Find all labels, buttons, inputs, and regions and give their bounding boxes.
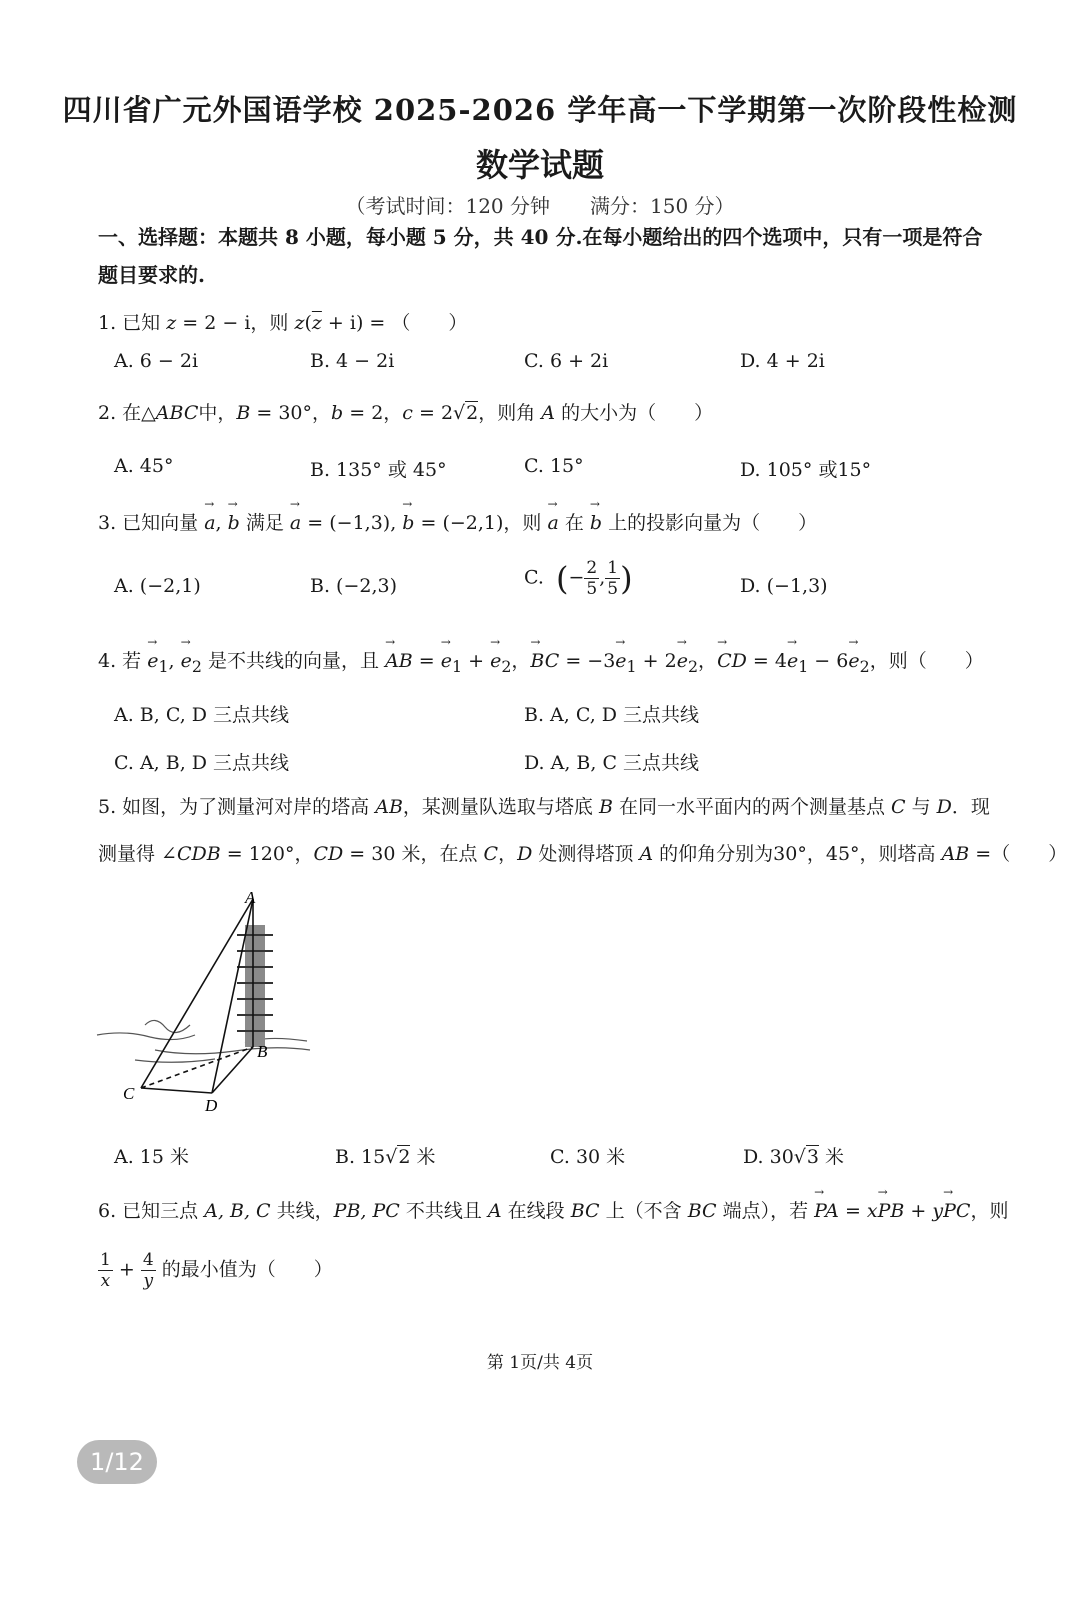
q3-option-c: C. (− $\frac{2}{5}$ , $\frac{1}{5}$ ) xyxy=(524,558,633,599)
section-heading: 一、选择题：本题共 8 小题，每小题 5 分，共 40 分.在每小题给出的四个选项中，只有一项是符合题目要求的. xyxy=(98,225,983,287)
label-b: B xyxy=(257,1042,268,1061)
question-6: 6. 已知三点 A, B, C 共线，PB, PC 不共线且 A 在线段 BC 上（不含 BC 端点），若 → PA = x→ PB + y→ PC，则 xyxy=(98,1196,1008,1223)
question-5-line1: 5. 如图，为了测量河对岸的塔高 AB，某测量队选取与塔底 B 在同一水平面内的两个测量基点 C 与 D．现 xyxy=(98,796,990,818)
question-6-line2: $\frac{1}{x}$ + $\frac{4}{y}$ 的最小值为（ ） xyxy=(100,1250,333,1291)
exam-info: （考试时间：120 分钟 满分：150 分） xyxy=(345,194,735,218)
tower-diagram xyxy=(95,885,325,1115)
exam-title: 四川省广元外国语学校 2025-2026 学年高一下学期第一次阶段性检测 xyxy=(62,93,1018,127)
q4-option-b: B. A, C, D 三点共线 xyxy=(524,704,700,726)
q4-option-d: D. A, B, C 三点共线 xyxy=(524,752,700,774)
q2-option-d: D. 105° 或15° xyxy=(740,459,872,481)
q2-option-c: C. 15° xyxy=(524,455,584,477)
label-a: A xyxy=(245,888,256,907)
q4-option-c: C. A, B, D 三点共线 xyxy=(114,752,290,774)
q1-option-b: B. 4 − 2i xyxy=(310,350,395,372)
q5-option-c: C. 30 米 xyxy=(550,1146,626,1168)
q3-option-d: D. (−1,3) xyxy=(740,575,828,597)
q3-option-b: B. (−2,3) xyxy=(310,575,398,597)
page-indicator-badge: 1/12 xyxy=(77,1440,157,1484)
q2-option-a: A. 45° xyxy=(114,455,174,477)
label-c: C xyxy=(123,1084,135,1103)
label-d: D xyxy=(205,1096,218,1115)
q5-option-d: D. 30√3 米 xyxy=(743,1146,845,1168)
q1-option-c: C. 6 + 2i xyxy=(524,350,609,372)
q1-option-d: D. 4 + 2i xyxy=(740,350,825,372)
question-5-line2: 测量得 ∠CDB = 120°，CD = 30 米，在点 C，D 处测得塔顶 A 的仰角分别为30°，45°，则塔高 AB =（ ） xyxy=(98,843,1068,865)
page-footer: 第 1页/共 4页 xyxy=(486,1353,594,1373)
q3-option-a: A. (−2,1) xyxy=(114,575,201,597)
exam-subtitle: 数学试题 xyxy=(475,146,604,184)
q1-option-a: A. 6 − 2i xyxy=(114,350,199,372)
q5-option-a: A. 15 米 xyxy=(114,1146,190,1168)
q4-option-a: A. B, C, D 三点共线 xyxy=(114,704,290,726)
pagoda-icon xyxy=(237,925,273,1047)
question-2: 2. 在△ABC中，B = 30°，b = 2，c = 2√2，则角 A 的大小为（ ） xyxy=(98,402,714,424)
question-3: 3. 已知向量 → a, → b 满足 → a = (−1,3), → b = (−2,1)，则 → a 在 → b 上的投影向量为（ ） xyxy=(98,508,817,535)
question-1: 1. 已知 z = 2 − i，则 $z(\overline{z} + i)$ = （ ） xyxy=(98,312,468,334)
q5-option-b: B. 15√2 米 xyxy=(335,1146,436,1168)
question-4: 4. 若 → $e_1$, → $e_2$ 是不共线的向量，且 → AB = → $e_1$ + → $e_2$，→ BC = $-3\to e_1 + 2\to e_2$，→ CD = $4\to e_1 - 6\to e_2$，则（ ） xyxy=(98,646,984,676)
q2-option-b: B. 135° 或 45° xyxy=(310,459,447,481)
